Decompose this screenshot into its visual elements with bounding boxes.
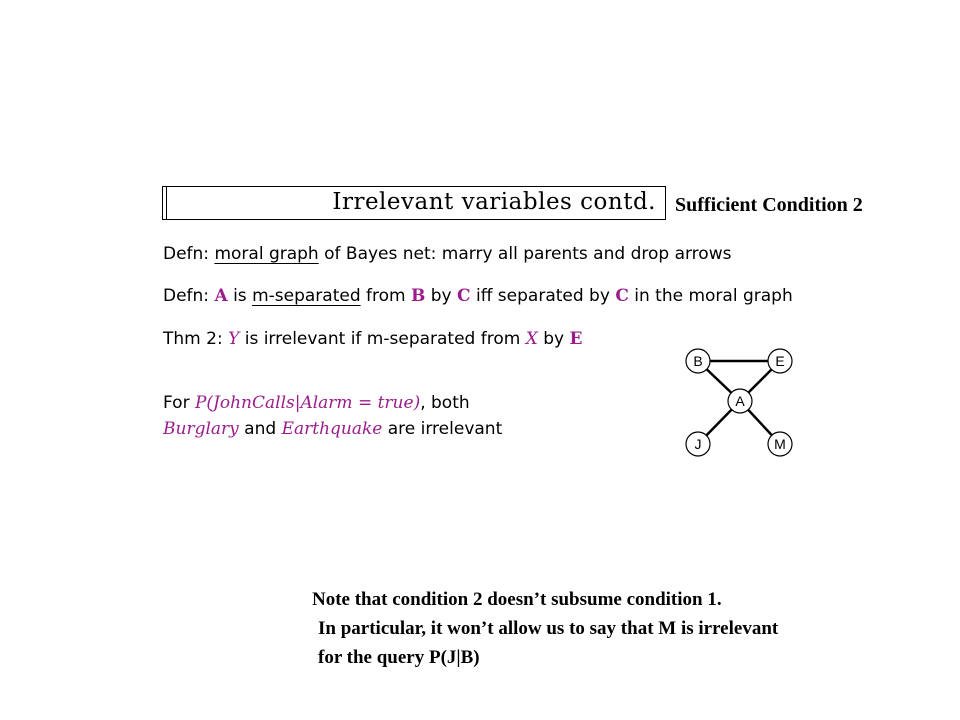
term-moral-graph: moral graph: [214, 244, 319, 264]
slide-title: Irrelevant variables contd.: [332, 189, 656, 215]
word-by: by: [543, 329, 565, 349]
phrase-rest: in the moral graph: [634, 286, 793, 306]
symbol-a: A: [214, 286, 228, 306]
symbol-c-second: C: [615, 286, 629, 306]
var-earthquake: Earthquake: [281, 419, 383, 439]
theorem-label: Thm 2:: [163, 329, 223, 349]
word-for: For: [163, 393, 190, 413]
title-box-right-rule: [665, 187, 666, 219]
note-line-3: for the query P(J|B): [318, 647, 480, 668]
node-m-label: M: [774, 436, 786, 452]
symbol-x: X: [525, 329, 538, 349]
node-b: [686, 349, 710, 373]
phrase-irrelevant: are irrelevant: [387, 419, 503, 439]
term-m-separated: m-separated: [252, 286, 361, 306]
word-both: , both: [420, 393, 470, 413]
word-and: and: [244, 419, 277, 439]
note-line-1: Note that condition 2 doesn’t subsume condition 1.: [312, 589, 722, 610]
theorem-2: [163, 329, 582, 349]
definition-m-separated: [163, 286, 793, 306]
node-a: [728, 389, 752, 413]
word-by: by: [430, 286, 452, 306]
moral-graph-diagram: [670, 338, 810, 468]
slide-subtitle: Sufficient Condition 2: [675, 194, 863, 216]
node-e: [768, 349, 792, 373]
symbol-e: E: [569, 329, 583, 349]
var-burglary: Burglary: [163, 419, 239, 439]
example-line-2: [163, 419, 502, 439]
defn-label: Defn:: [163, 286, 210, 306]
symbol-b: B: [410, 286, 426, 306]
node-j-label: J: [694, 436, 702, 452]
node-e-label: E: [775, 353, 785, 369]
defn-label: Defn:: [163, 244, 210, 264]
query-expression: P(JohnCalls|Alarm = true): [194, 393, 421, 413]
symbol-y: Y: [228, 329, 240, 349]
title-box: [162, 186, 666, 220]
node-j: [686, 432, 710, 456]
node-m: [768, 432, 792, 456]
word-is: is: [233, 286, 247, 306]
node-b-label: B: [693, 353, 703, 369]
title-box-left-rule-inner: [166, 187, 167, 219]
word-from: from: [366, 286, 406, 306]
example-line-1: [163, 393, 470, 413]
symbol-c: C: [457, 286, 471, 306]
defn-text: of Bayes net: marry all parents and drop arrows: [324, 244, 732, 264]
definition-moral-graph: [163, 244, 731, 264]
node-a-label: A: [735, 393, 745, 409]
theorem-text: is irrelevant if m-separated from: [244, 329, 521, 349]
title-box-left-rule: [162, 187, 163, 219]
phrase-iff: iff separated by: [475, 286, 610, 306]
note-line-2: In particular, it won’t allow us to say that M is irrelevant: [318, 618, 779, 639]
